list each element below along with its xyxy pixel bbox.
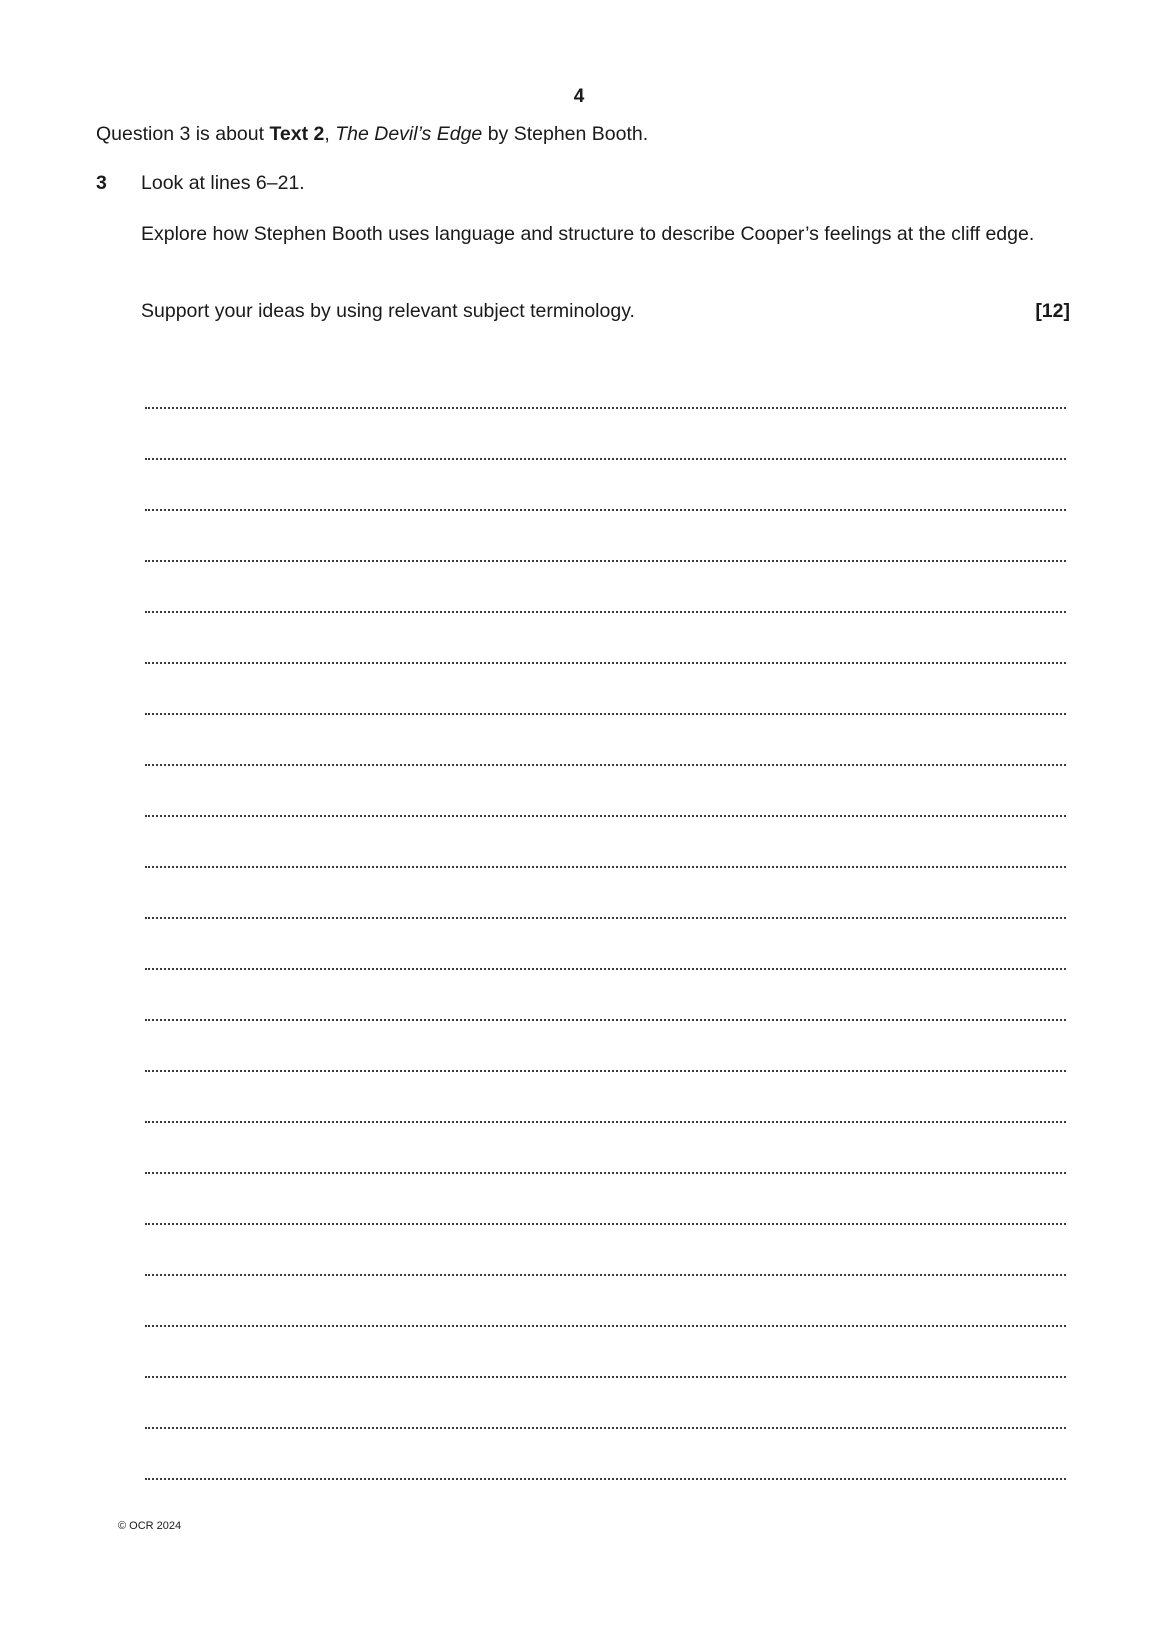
- answer-line[interactable]: [145, 460, 1066, 511]
- answer-line[interactable]: [145, 766, 1066, 817]
- question-marks: [12]: [1035, 300, 1070, 322]
- question-number: 3: [96, 172, 107, 194]
- answer-line[interactable]: [145, 1327, 1066, 1378]
- answer-line[interactable]: [145, 613, 1066, 664]
- answer-line[interactable]: [145, 664, 1066, 715]
- question-task: Explore how Stephen Booth uses language and structure to describe Cooper’s feelings at the cliff edge.: [141, 223, 1035, 245]
- answer-line[interactable]: [145, 1174, 1066, 1225]
- answer-line[interactable]: [145, 1072, 1066, 1123]
- intro-suffix: by Stephen Booth.: [482, 123, 649, 145]
- page-number: 4: [573, 86, 585, 107]
- answer-line[interactable]: [145, 358, 1066, 409]
- question-intro: [96, 123, 648, 146]
- answer-line[interactable]: [145, 1225, 1066, 1276]
- answer-line[interactable]: [145, 1429, 1066, 1480]
- answer-line[interactable]: [145, 715, 1066, 766]
- answer-area[interactable]: [145, 358, 1066, 1480]
- answer-line[interactable]: [145, 511, 1066, 562]
- answer-line[interactable]: [145, 562, 1066, 613]
- intro-book-title: The Devil’s Edge: [335, 123, 483, 145]
- answer-line[interactable]: [145, 868, 1066, 919]
- intro-prefix: Question 3 is about: [96, 123, 270, 145]
- copyright: © OCR 2024: [118, 1520, 182, 1532]
- answer-line[interactable]: [145, 970, 1066, 1021]
- answer-line[interactable]: [145, 1276, 1066, 1327]
- question-support: Support your ideas by using relevant subject terminology.: [141, 300, 635, 322]
- question-line-reference: Look at lines 6–21.: [141, 172, 305, 194]
- intro-text-ref: Text 2: [269, 123, 325, 145]
- intro-comma: ,: [324, 123, 336, 145]
- answer-line[interactable]: [145, 1378, 1066, 1429]
- answer-line[interactable]: [145, 817, 1066, 868]
- answer-line[interactable]: [145, 1021, 1066, 1072]
- answer-line[interactable]: [145, 409, 1066, 460]
- answer-line[interactable]: [145, 1123, 1066, 1174]
- answer-line[interactable]: [145, 919, 1066, 970]
